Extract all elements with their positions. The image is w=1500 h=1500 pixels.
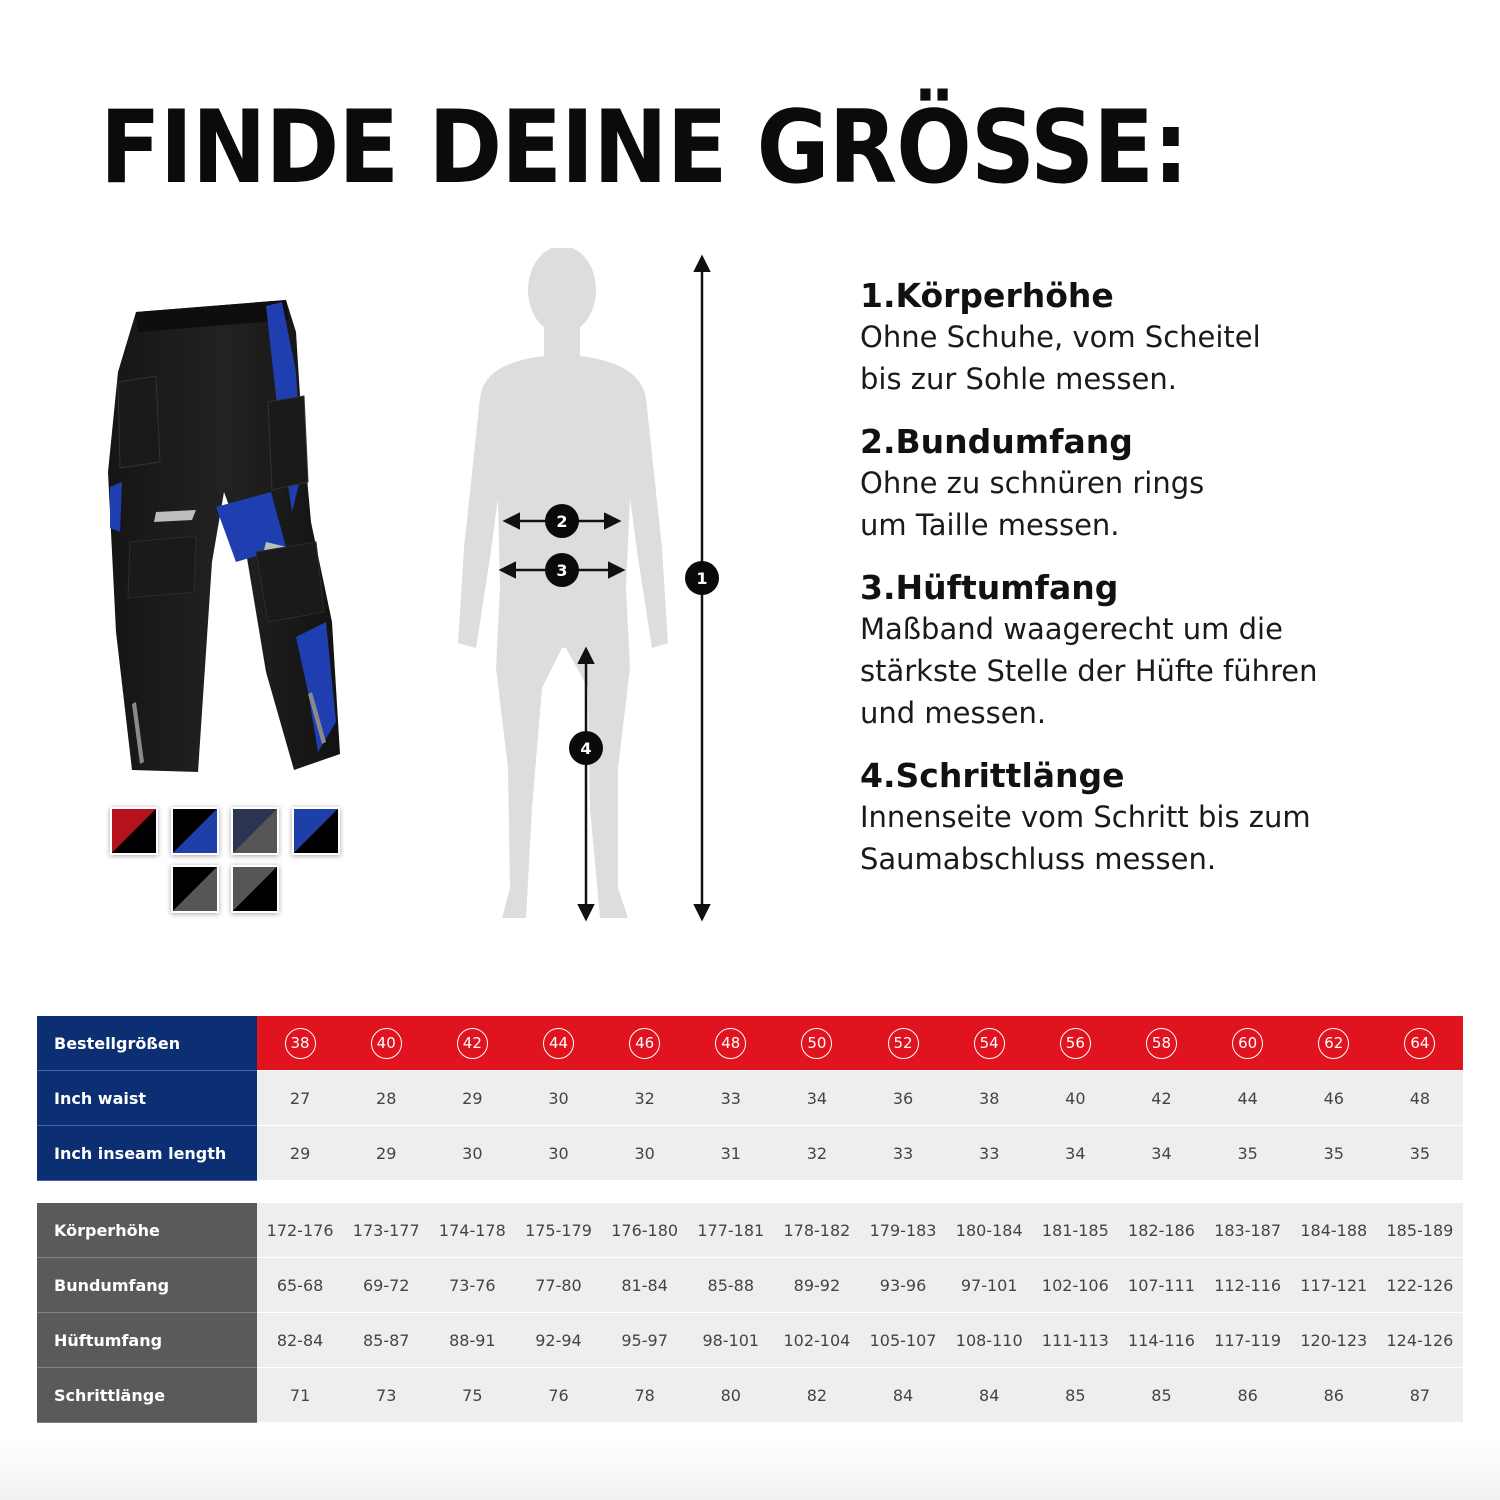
table-cell: 80 <box>688 1368 774 1423</box>
table-cell: 102-104 <box>774 1313 860 1368</box>
table-cell <box>429 1016 515 1071</box>
row-header: Bestellgrößen <box>37 1016 257 1071</box>
row-header: Inch waist <box>37 1071 257 1126</box>
table-cell: 38 <box>946 1071 1032 1126</box>
table-cell: 173-177 <box>343 1203 429 1258</box>
row-header: Bundumfang <box>37 1258 257 1313</box>
table-cell: 32 <box>602 1071 688 1126</box>
table-cell: 29 <box>257 1126 343 1181</box>
table-cell: 81-84 <box>602 1258 688 1313</box>
table-cell: 86 <box>1205 1368 1291 1423</box>
table-cell: 176-180 <box>602 1203 688 1258</box>
table-row <box>37 1016 1463 1071</box>
table-cell: 71 <box>257 1368 343 1423</box>
table-cell: 88-91 <box>429 1313 515 1368</box>
table-cell: 85 <box>1032 1368 1118 1423</box>
table-cell: 178-182 <box>774 1203 860 1258</box>
table-cell: 177-181 <box>688 1203 774 1258</box>
table-cell <box>515 1016 601 1071</box>
size-badge[interactable]: 58 <box>1146 1028 1177 1059</box>
table-cell: 73 <box>343 1368 429 1423</box>
table-cell: 82 <box>774 1368 860 1423</box>
step-text: Innenseite vom Schritt bis zum Saumabschluss messen. <box>860 800 1311 876</box>
table-row <box>37 1368 1463 1423</box>
swatch-black-grey[interactable] <box>171 865 219 913</box>
size-badge[interactable]: 64 <box>1404 1028 1435 1059</box>
table-cell: 111-113 <box>1032 1313 1118 1368</box>
step-title: 2.Bundumfang <box>860 422 1133 461</box>
size-badge[interactable]: 40 <box>371 1028 402 1059</box>
table-cell: 114-116 <box>1118 1313 1204 1368</box>
table-cell <box>1118 1016 1204 1071</box>
table-cell: 30 <box>602 1126 688 1181</box>
table-cell: 85 <box>1118 1368 1204 1423</box>
table-cell: 34 <box>1118 1126 1204 1181</box>
table-cell <box>1032 1016 1118 1071</box>
table-cell <box>602 1016 688 1071</box>
row-header: Hüftumfang <box>37 1313 257 1368</box>
size-badge[interactable]: 46 <box>629 1028 660 1059</box>
page-title: FINDE DEINE GRÖSSE: <box>100 88 1188 206</box>
row-header: Schrittlänge <box>37 1368 257 1423</box>
table-cell: 29 <box>343 1126 429 1181</box>
table-cell: 124-126 <box>1377 1313 1463 1368</box>
table-cell: 35 <box>1291 1126 1377 1181</box>
swatch-grey-black[interactable] <box>231 865 279 913</box>
table-cell: 35 <box>1377 1126 1463 1181</box>
table-cell <box>946 1016 1032 1071</box>
table-cell <box>1377 1016 1463 1071</box>
table-cell: 76 <box>515 1368 601 1423</box>
table-cell: 40 <box>1032 1071 1118 1126</box>
table-cell: 120-123 <box>1291 1313 1377 1368</box>
table-cell: 180-184 <box>946 1203 1032 1258</box>
table-cell: 75 <box>429 1368 515 1423</box>
table-cell: 84 <box>860 1368 946 1423</box>
size-table-orders <box>37 1016 1463 1181</box>
step-title: 4.Schrittlänge <box>860 756 1125 795</box>
table-cell <box>343 1016 429 1071</box>
size-badge[interactable]: 60 <box>1232 1028 1263 1059</box>
table-row <box>37 1126 1463 1181</box>
marker-1: 1 <box>696 569 708 588</box>
table-cell: 48 <box>1377 1071 1463 1126</box>
table-cell: 172-176 <box>257 1203 343 1258</box>
size-badge[interactable]: 42 <box>457 1028 488 1059</box>
table-cell: 78 <box>602 1368 688 1423</box>
step-bundumfang <box>860 422 1460 546</box>
row-header: Körperhöhe <box>37 1203 257 1258</box>
table-row <box>37 1071 1463 1126</box>
table-cell: 42 <box>1118 1071 1204 1126</box>
step-koerperhoehe <box>860 276 1460 400</box>
color-swatches <box>100 800 350 920</box>
size-badge[interactable]: 38 <box>285 1028 316 1059</box>
work-trousers-image <box>96 292 352 782</box>
table-cell: 32 <box>774 1126 860 1181</box>
table-cell: 46 <box>1291 1071 1377 1126</box>
table-cell: 107-111 <box>1118 1258 1204 1313</box>
table-cell: 95-97 <box>602 1313 688 1368</box>
size-badge[interactable]: 52 <box>888 1028 919 1059</box>
step-text: Ohne zu schnüren rings um Taille messen. <box>860 466 1205 542</box>
table-cell <box>774 1016 860 1071</box>
table-cell: 34 <box>1032 1126 1118 1181</box>
table-row <box>37 1203 1463 1258</box>
table-cell: 31 <box>688 1126 774 1181</box>
table-cell: 117-121 <box>1291 1258 1377 1313</box>
table-cell: 183-187 <box>1205 1203 1291 1258</box>
step-title: 1.Körperhöhe <box>860 276 1114 315</box>
table-cell <box>257 1016 343 1071</box>
table-cell: 175-179 <box>515 1203 601 1258</box>
table-cell: 82-84 <box>257 1313 343 1368</box>
table-cell: 102-106 <box>1032 1258 1118 1313</box>
table-cell: 33 <box>860 1126 946 1181</box>
table-cell: 112-116 <box>1205 1258 1291 1313</box>
table-cell: 181-185 <box>1032 1203 1118 1258</box>
marker-3: 3 <box>556 561 568 580</box>
table-cell: 27 <box>257 1071 343 1126</box>
step-schrittlaenge <box>860 756 1460 880</box>
size-badge[interactable]: 56 <box>1060 1028 1091 1059</box>
table-cell: 65-68 <box>257 1258 343 1313</box>
table-cell: 97-101 <box>946 1258 1032 1313</box>
marker-2: 2 <box>556 512 568 531</box>
table-cell: 185-189 <box>1377 1203 1463 1258</box>
step-text: Ohne Schuhe, vom Scheitel bis zur Sohle messen. <box>860 320 1261 396</box>
table-cell: 33 <box>946 1126 1032 1181</box>
row-header: Inch inseam length <box>37 1126 257 1181</box>
size-badge[interactable]: 54 <box>974 1028 1005 1059</box>
table-cell: 86 <box>1291 1368 1377 1423</box>
table-cell: 36 <box>860 1071 946 1126</box>
table-cell: 35 <box>1205 1126 1291 1181</box>
table-cell: 30 <box>515 1071 601 1126</box>
table-cell: 85-88 <box>688 1258 774 1313</box>
table-cell: 34 <box>774 1071 860 1126</box>
table-cell: 44 <box>1205 1071 1291 1126</box>
swatch-royal-black[interactable] <box>292 807 340 855</box>
table-cell: 28 <box>343 1071 429 1126</box>
table-cell: 89-92 <box>774 1258 860 1313</box>
size-table-body <box>37 1203 1463 1423</box>
swatch-red-black[interactable] <box>110 807 158 855</box>
table-cell: 108-110 <box>946 1313 1032 1368</box>
size-badge[interactable]: 50 <box>801 1028 832 1059</box>
table-cell: 174-178 <box>429 1203 515 1258</box>
table-cell: 105-107 <box>860 1313 946 1368</box>
table-cell: 179-183 <box>860 1203 946 1258</box>
size-badge[interactable]: 62 <box>1318 1028 1349 1059</box>
bottom-fade <box>0 1440 1500 1500</box>
table-cell: 73-76 <box>429 1258 515 1313</box>
table-cell <box>1291 1016 1377 1071</box>
table-row <box>37 1313 1463 1368</box>
swatch-navy-grey[interactable] <box>231 807 279 855</box>
table-cell: 30 <box>429 1126 515 1181</box>
swatch-black-royal[interactable] <box>171 807 219 855</box>
marker-4: 4 <box>580 739 592 758</box>
table-cell: 69-72 <box>343 1258 429 1313</box>
table-cell: 85-87 <box>343 1313 429 1368</box>
table-cell: 117-119 <box>1205 1313 1291 1368</box>
table-cell <box>1205 1016 1291 1071</box>
table-cell: 29 <box>429 1071 515 1126</box>
table-cell: 93-96 <box>860 1258 946 1313</box>
table-cell: 33 <box>688 1071 774 1126</box>
table-cell: 182-186 <box>1118 1203 1204 1258</box>
step-text: Maßband waagerecht um die stärkste Stelle der Hüfte führen und messen. <box>860 612 1318 730</box>
table-cell: 30 <box>515 1126 601 1181</box>
size-badge[interactable]: 44 <box>543 1028 574 1059</box>
body-measurement-figure <box>440 248 740 928</box>
table-cell: 98-101 <box>688 1313 774 1368</box>
table-cell: 77-80 <box>515 1258 601 1313</box>
step-title: 3.Hüftumfang <box>860 568 1119 607</box>
table-cell <box>688 1016 774 1071</box>
step-hueftumfang <box>860 568 1460 734</box>
table-row <box>37 1258 1463 1313</box>
table-cell: 92-94 <box>515 1313 601 1368</box>
table-cell <box>860 1016 946 1071</box>
table-cell: 87 <box>1377 1368 1463 1423</box>
measurement-instructions <box>860 276 1460 902</box>
table-cell: 184-188 <box>1291 1203 1377 1258</box>
table-cell: 122-126 <box>1377 1258 1463 1313</box>
table-cell: 84 <box>946 1368 1032 1423</box>
size-badge[interactable]: 48 <box>715 1028 746 1059</box>
